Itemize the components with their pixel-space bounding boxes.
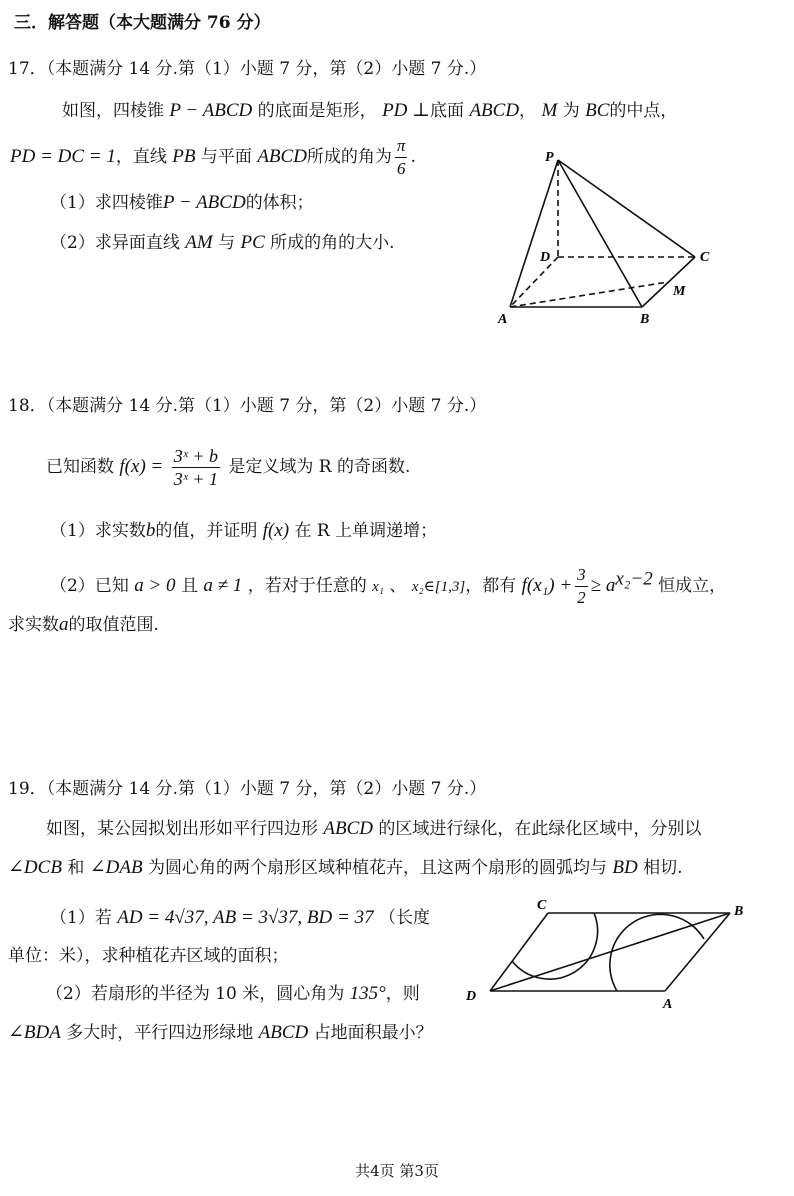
q17-text: 与平面 xyxy=(200,147,252,167)
q19-text: 为圆心角的两个扇形区域种植花卉，且这两个扇形的圆弧均与 xyxy=(148,858,607,878)
q19-math: ∠DAB xyxy=(89,857,143,878)
q17-text: 与 xyxy=(218,233,236,253)
q17-text: 所成的角为 xyxy=(306,147,392,167)
q18-text: 恒成立， xyxy=(658,576,727,596)
label-B: B xyxy=(640,312,650,327)
q18-part2 xyxy=(50,564,726,609)
q19-part2 xyxy=(46,983,420,1005)
label-P: P xyxy=(545,150,554,165)
q17-text: . xyxy=(410,147,416,167)
q17-math: PB xyxy=(172,146,196,167)
q19-text: 占地面积最小？ xyxy=(313,1023,433,1043)
q19-part1-line2: 单位：米），求种植花卉区域的面积； xyxy=(8,946,289,966)
q17-math: P − ABCD xyxy=(162,192,246,213)
q17-text: 底面 xyxy=(430,101,465,121)
q19-math: ABCD xyxy=(323,818,374,839)
q17-math: PD = DC = 1 xyxy=(10,146,116,167)
q18-math: a > 0 xyxy=(134,575,176,596)
q18-math: f(x) = xyxy=(119,456,164,477)
q17-text: （2）求异面直线 xyxy=(50,233,180,253)
q19-text: 如图，某公园拟划出形如平行四边形 xyxy=(46,819,318,839)
q18-text: 已知函数 xyxy=(46,457,114,477)
q19-text: （2）若扇形的半径为 10 米，圆心角为 xyxy=(46,984,345,1004)
q19-math: ∠BDA xyxy=(8,1022,61,1043)
q17-text: 为 xyxy=(562,101,580,121)
q19-math: BD xyxy=(612,857,638,878)
q18-line1 xyxy=(46,445,410,490)
q19-score-note: （本题满分 14 分.第（1）小题 7 分，第（2）小题 7 分.） xyxy=(46,779,487,799)
fraction-numerator: 3 xyxy=(575,564,588,587)
q19-part1 xyxy=(50,907,430,929)
q19-number: 19． xyxy=(8,779,47,799)
three-halves-fraction xyxy=(575,564,588,609)
q19-text: （1）若 xyxy=(50,908,112,928)
q17-math: ABCD xyxy=(469,100,520,121)
q17-text: 的中点， xyxy=(609,101,678,121)
q18-math: f(x₁) + xyxy=(521,575,573,596)
q18-text: ，都有 xyxy=(465,576,517,596)
fraction-denominator: 3ˣ + 1 xyxy=(173,469,218,489)
q19-text: 多大时，平行四边形绿地 xyxy=(66,1023,254,1043)
q17-line1 xyxy=(62,100,677,122)
q19-math: ABCD xyxy=(258,1022,309,1043)
q18-math: a ≠ 1 xyxy=(203,575,243,596)
q18-math: x₂∈[1,3] xyxy=(411,579,466,595)
label-A: A xyxy=(663,997,673,1012)
label-D: D xyxy=(466,989,477,1004)
q18-text: 是定义域为 R 的奇函数. xyxy=(228,457,411,477)
q17-header xyxy=(8,58,486,80)
q18-math: f(x) xyxy=(262,520,290,541)
q18-math: x₁ xyxy=(372,579,384,595)
fraction-denominator: 2 xyxy=(577,588,586,607)
q19-math: AD = 4√37, AB = 3√37, BD = 37 xyxy=(117,907,374,928)
q19-header xyxy=(8,778,486,800)
q17-part2 xyxy=(50,232,395,254)
q18-number: 18． xyxy=(8,396,47,416)
q17-number: 17． xyxy=(8,59,47,79)
fraction-numerator: 3ˣ + b xyxy=(173,446,218,466)
q19-text: 的区域进行绿化，在此绿化区域中，分别以 xyxy=(378,819,702,839)
q17-text: 如图，四棱锥 xyxy=(62,101,164,121)
q17-math: ABCD xyxy=(257,146,307,167)
label-C: C xyxy=(700,250,710,265)
q18-score-note: （本题满分 14 分.第（1）小题 7 分，第（2）小题 7 分.） xyxy=(46,396,487,416)
label-B: B xyxy=(734,904,744,919)
label-C: C xyxy=(537,898,547,913)
q17-score-note: （本题满分 14 分.第（1）小题 7 分，第（2）小题 7 分.） xyxy=(46,59,487,79)
q17-math: M xyxy=(541,100,558,121)
q18-text: ，若对于任意的 xyxy=(247,576,367,596)
q17-text: （1）求四棱锥 xyxy=(50,193,163,213)
q18-text: 、 xyxy=(389,576,407,596)
q19-text: （长度 xyxy=(378,908,430,928)
q19-line2 xyxy=(8,857,683,879)
q17-math: BC xyxy=(585,100,610,121)
q17-math: PD ⊥ xyxy=(382,100,431,121)
q18-math: b xyxy=(145,520,156,541)
label-M: M xyxy=(673,284,686,299)
q18-math: a xyxy=(59,614,69,635)
q19-text: 相切. xyxy=(643,858,683,878)
q19-text: 和 xyxy=(67,858,85,878)
q17-part1 xyxy=(50,192,314,214)
q17-text: 的体积； xyxy=(245,193,314,213)
q18-text: 的值，并证明 xyxy=(155,521,258,541)
q17-math: P − ABCD xyxy=(169,100,253,121)
section-heading: 三．解答题（本大题满分 76 分） xyxy=(14,13,271,33)
parallelogram-figure xyxy=(460,893,760,1013)
q17-text: ，直线 xyxy=(115,147,167,167)
q18-line3 xyxy=(8,614,159,636)
q18-header xyxy=(8,395,486,417)
page-footer: 共4页 第3页 xyxy=(355,1162,439,1180)
label-A: A xyxy=(498,312,508,327)
q17-text: ， xyxy=(519,101,537,121)
q18-text: 在 R 上单调递增； xyxy=(294,521,438,541)
q19-line1 xyxy=(46,818,701,840)
q17-text: 所成的角的大小. xyxy=(270,233,395,253)
pyramid-figure xyxy=(490,145,730,335)
pi-over-six-fraction xyxy=(395,135,408,180)
q18-part1 xyxy=(50,520,437,542)
q18-exponent: x₂−2 xyxy=(615,568,653,590)
q17-line2 xyxy=(10,135,416,180)
q17-text: 的底面是矩形， xyxy=(257,101,377,121)
q18-text: 求实数 xyxy=(8,615,59,635)
q18-text: （2）已知 xyxy=(50,576,129,596)
fraction-denominator: 6 xyxy=(396,159,406,178)
q19-part2-line2 xyxy=(8,1022,433,1044)
q17-math: AM xyxy=(185,232,213,253)
q19-math: ∠DCB xyxy=(8,857,62,878)
q18-text: 且 xyxy=(180,576,198,596)
q18-math: ≥ a xyxy=(590,575,616,596)
q18-text: 的取值范围. xyxy=(68,615,159,635)
function-fraction xyxy=(172,445,220,490)
label-D: D xyxy=(540,250,551,265)
q19-text: ，则 xyxy=(385,984,420,1004)
fraction-numerator: π xyxy=(395,135,408,158)
q17-math: PC xyxy=(240,232,265,253)
q18-text: （1）求实数 xyxy=(50,521,146,541)
q19-math: 135° xyxy=(349,983,386,1004)
